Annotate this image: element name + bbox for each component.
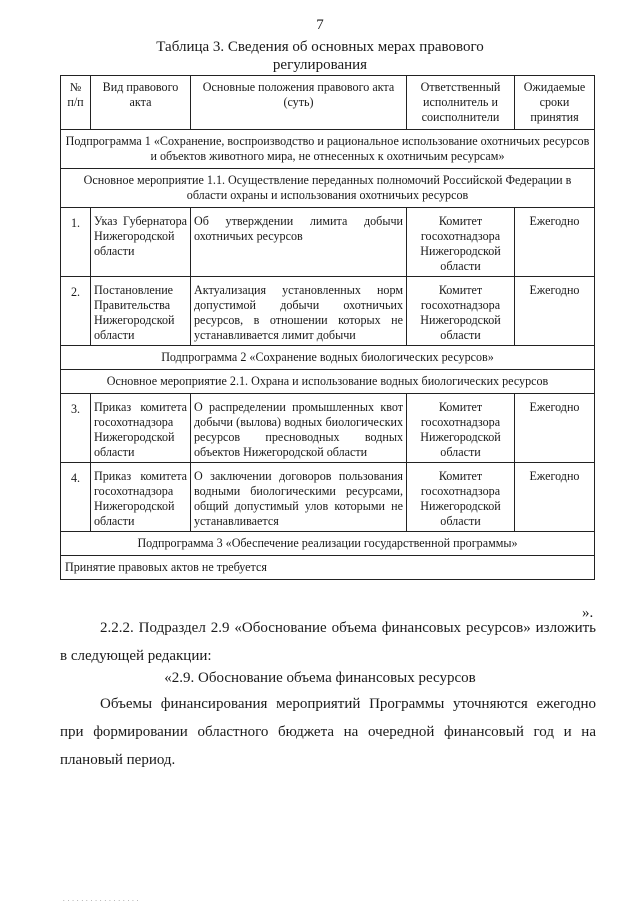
- subprogram-3-note: Принятие правовых актов не требуется: [61, 556, 595, 580]
- header-num: № п/п: [61, 76, 91, 130]
- row-act-type: Приказ комитета госохотнадзора Нижегородской области: [91, 394, 191, 463]
- financing-paragraph: Объемы финансирования мероприятий Программы уточняются ежегодно при формировании областного бюджета на очередной финансовый год и на плановый период.: [60, 696, 596, 768]
- subprogram-row: [61, 346, 595, 370]
- row-provisions: Актуализация установленных норм допустимой добычи охотничьих ресурсов, в отношении которых не устанавливается лимит добычи: [191, 277, 407, 346]
- table-row: [61, 277, 595, 346]
- table-caption-line1: Таблица 3. Сведения об основных мерах правового: [156, 39, 484, 55]
- row-act-type: Приказ комитета госохотнадзора Нижегородской области: [91, 463, 191, 532]
- measure-2-1-title: Основное мероприятие 2.1. Охрана и использование водных биологических ресурсов: [61, 370, 595, 394]
- subprogram-row: [61, 532, 595, 556]
- table-row: [61, 463, 595, 532]
- row-provisions: О распределении промышленных квот добычи (вылова) водных биологических ресурсов пресноводных водных объектов Нижегородской области: [191, 394, 407, 463]
- subprogram-row: [61, 130, 595, 169]
- section-heading: «2.9. Обоснование объема финансовых ресурсов: [164, 670, 476, 686]
- row-num: 2.: [61, 277, 91, 346]
- table-caption-line2: регулирования: [272, 57, 368, 73]
- row-terms: Ежегодно: [515, 394, 595, 463]
- row-executor: Комитет госохотнадзора Нижегородской области: [407, 463, 515, 532]
- legal-measures-table: [60, 75, 595, 580]
- row-executor: Комитет госохотнадзора Нижегородской области: [407, 394, 515, 463]
- amendment-paragraph: 2.2.2. Подраздел 2.9 «Обоснование объема финансовых ресурсов» изложить в следующей редакции:: [60, 620, 596, 664]
- header-provisions: Основные положения правового акта (суть): [191, 76, 407, 130]
- row-num: 1.: [61, 208, 91, 277]
- row-terms: Ежегодно: [515, 208, 595, 277]
- subprogram-2-title: Подпрограмма 2 «Сохранение водных биологических ресурсов»: [61, 346, 595, 370]
- subprogram-3-title: Подпрограмма 3 «Обеспечение реализации государственной программы»: [61, 532, 595, 556]
- row-terms: Ежегодно: [515, 463, 595, 532]
- row-provisions: О заключении договоров пользования водными биологическими ресурсами, общий допустимый улов которыми не устанавливается: [191, 463, 407, 532]
- row-executor: Комитет госохотнадзора Нижегородской области: [407, 277, 515, 346]
- row-executor: Комитет госохотнадзора Нижегородской области: [407, 208, 515, 277]
- note-row: [61, 556, 595, 580]
- header-terms: Ожидаемые сроки принятия: [515, 76, 595, 130]
- row-act-type: Постановление Правительства Нижегородской области: [91, 277, 191, 346]
- measure-row: [61, 370, 595, 394]
- row-terms: Ежегодно: [515, 277, 595, 346]
- header-executor: Ответственный исполнитель и соисполнители: [407, 76, 515, 130]
- footer-mark: .................: [62, 896, 141, 903]
- row-num: 4.: [61, 463, 91, 532]
- table-row: [61, 208, 595, 277]
- row-act-type: Указ Губернатора Нижегородской области: [91, 208, 191, 277]
- header-act-type: Вид правового акта: [91, 76, 191, 130]
- table-row: [61, 394, 595, 463]
- measure-1-1-title: Основное мероприятие 1.1. Осуществление переданных полномочий Российской Федерации в области охраны и использования охотничьих ресурсов: [61, 169, 595, 208]
- measure-row: [61, 169, 595, 208]
- closing-quote: ».: [582, 605, 594, 621]
- subprogram-1-title: Подпрограмма 1 «Сохранение, воспроизводство и рациональное использование охотничьих ресурсов и объектов животного мира, не отнесенных к охотничьим ресурсам»: [61, 130, 595, 169]
- row-provisions: Об утверждении лимита добычи охотничьих ресурсов: [191, 208, 407, 277]
- row-num: 3.: [61, 394, 91, 463]
- table-caption: [0, 38, 640, 74]
- page-number: 7: [316, 17, 324, 33]
- table-header-row: [61, 76, 595, 130]
